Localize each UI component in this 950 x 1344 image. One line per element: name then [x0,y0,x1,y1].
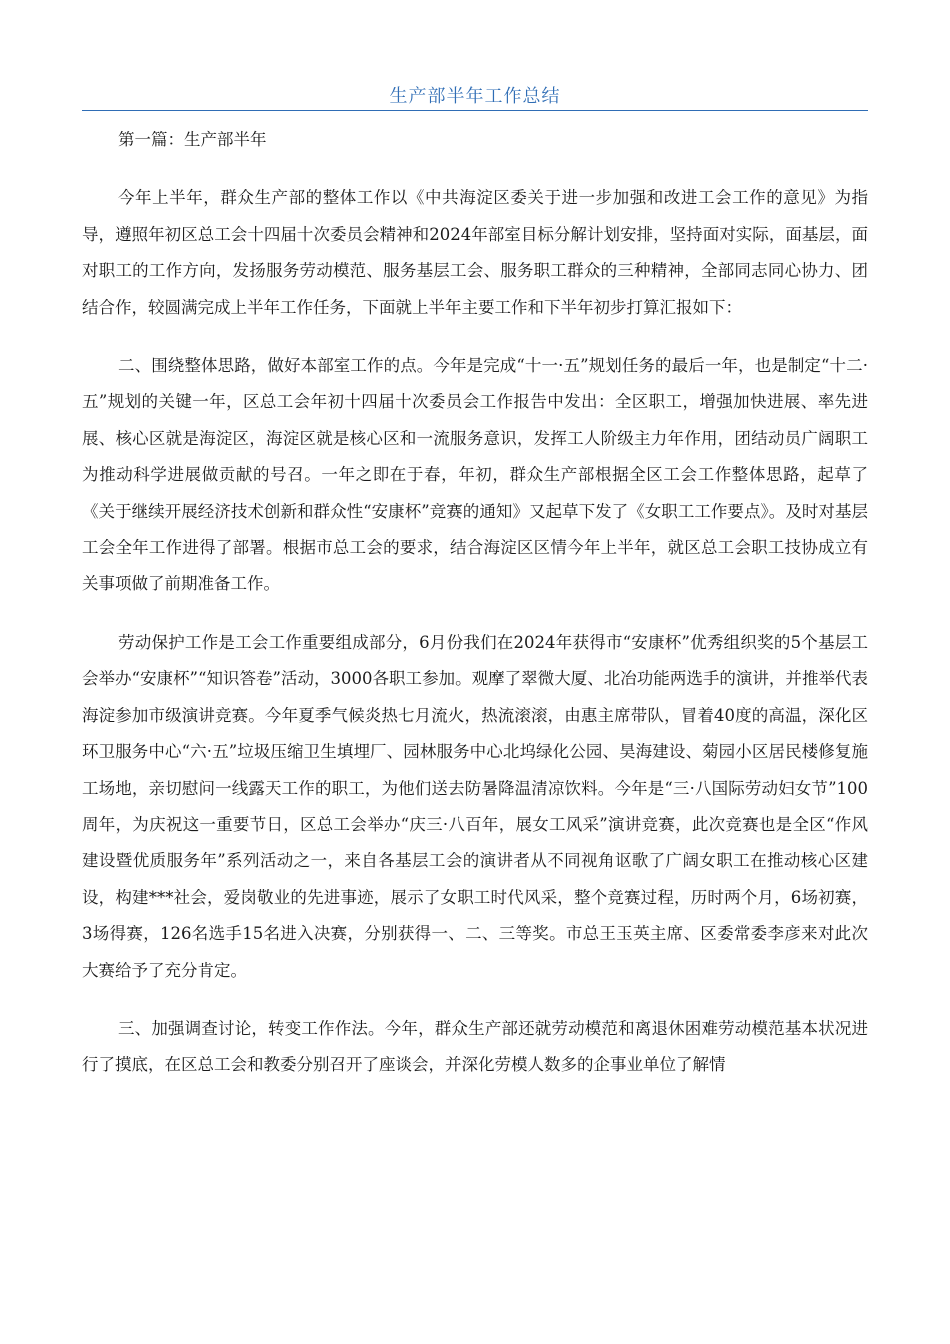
document-title: 生产部半年工作总结 [389,86,561,107]
paragraph-intro: 今年上半年，群众生产部的整体工作以《中共海淀区委关于进一步加强和改进工会工作的意见》为指导，遵照年初区总工会十四届十次委员会精神和2024年部室目标分解计划安排，坚持面对实际，面基层，面对职工的工作方向，发扬服务劳动模范、服务基层工会、服务职工群众的三种精神，全部同志同心协力、团结合作，较圆满完成上半年工作任务，下面就上半年主要工作和下半年初步打算汇报如下： [82,188,868,317]
page-header [82,80,868,111]
paragraph-section-three: 三、加强调查讨论，转变工作作法。今年，群众生产部还就劳动模范和离退休困难劳动模范基本状况进行了摸底，在区总工会和教委分别召开了座谈会，并深化劳模人数多的企事业单位了解情 [82,1018,868,1075]
paragraph-section-two: 二、围绕整体思路，做好本部室工作的点。今年是完成“十一·五”规划任务的最后一年，也是制定“十二·五”规划的关键一年，区总工会年初十四届十次委员会工作报告中发出：全区职工，增强加快进展、率先进展、核心区就是海淀区，海淀区就是核心区和一流服务意识，发挥工人阶级主力年作用，团结动员广阔职工为推动科学进展做贡献的号召。一年之即在于春，年初，群众生产部根据全区工会工作整体思路，起草了《关于继续开展经济技术创新和群众性“安康杯”竞赛的通知》又起草下发了《女职工工作要点》。及时对基层工会全年工作进得了部署。根据市总工会的要求，结合海淀区区情今年上半年，就区总工会职工技协成立有关事项做了前期准备工作。 [82,356,868,594]
paragraph-labor-protection: 劳动保护工作是工会工作重要组成部分，6月份我们在2024年获得市“安康杯”优秀组织奖的5个基层工会举办“安康杯”“知识答卷”活动，3000各职工参加。观摩了翠微大厦、北冶功能两选手的演讲，并推举代表海淀参加市级演讲竞赛。今年夏季气候炎热七月流火，热流滚滚，由惠主席带队，冒着40度的高温，深化区环卫服务中心“六·五”垃圾压缩卫生填埋厂、园林服务中心北坞绿化公园、昊海建设、菊园小区居民楼修复施工场地，亲切慰问一线露天工作的职工，为他们送去防暑降温清凉饮料。今年是“三·八国际劳动妇女节”100周年，为庆祝这一重要节日，区总工会举办“庆三·八百年，展女工风采”演讲竞赛，此次竞赛也是全区“作风建设暨优质服务年”系列活动之一，来自各基层工会的演讲者从不同视角讴歌了广阔女职工在推动核心区建设，构建***社会，爱岗敬业的先进事迹，展示了女职工时代风采，整个竞赛过程，历时两个月，6场初赛，3场得赛，126名选手15名进入决赛，分别获得一、二、三等奖。市总王玉英主席、区委常委李彦来对此次大赛给予了充分肯定。 [82,632,868,980]
section-heading: 第一篇：生产部半年 [118,130,267,149]
document-body [82,122,868,1106]
